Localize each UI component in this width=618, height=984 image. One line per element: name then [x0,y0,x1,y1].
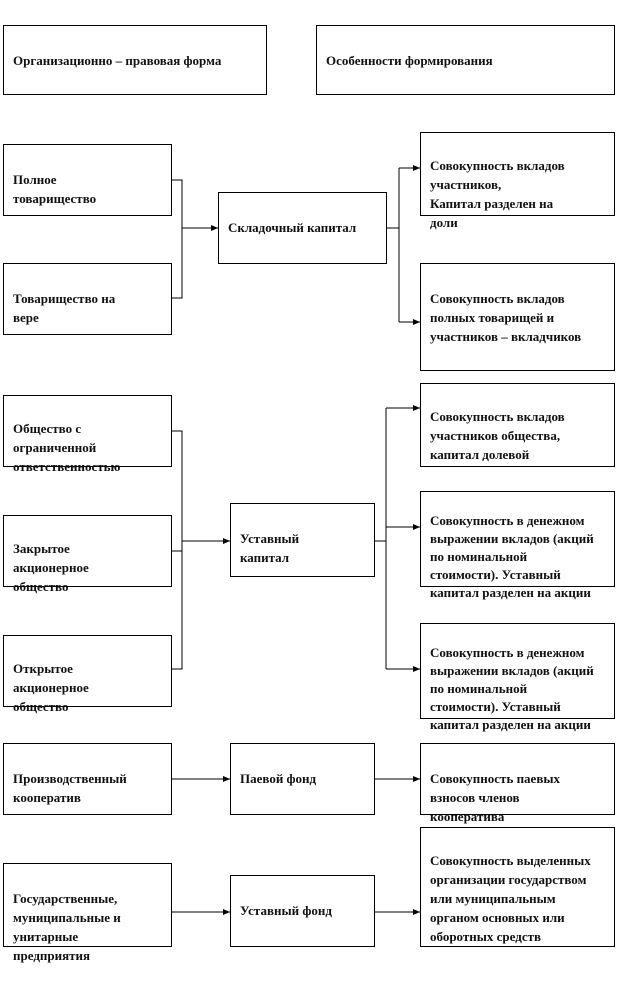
feature-cooperative [420,743,615,824]
capital-share-capital [218,192,387,264]
form-closed-jsc-label: Закрытое акционерное общество [13,541,89,594]
feature-partnership-2-label: Совокупность вкладов полных товарищей и участников – вкладчиков [430,291,582,344]
form-production-cooperative [3,743,172,815]
capital-share-fund [230,743,375,815]
capital-authorized-capital-label: Уставный капитал [240,531,300,565]
form-limited-partnership-label: Товарищество на вере [13,291,116,325]
form-unitary-enterprises [3,863,172,963]
feature-company-2 [420,491,615,600]
header-form-label: Организационно – правовая форма [13,53,222,68]
feature-partnership-2 [420,263,615,371]
feature-unitary-label: Совокупность выделенных организации государством или муниципальным органом основных или оборотных средств [430,853,591,944]
capital-share-capital-label: Складочный капитал [228,220,357,235]
connector-partnerships-forms [172,180,218,298]
form-open-jsc-label: Открытое акционерное общество [13,661,89,714]
form-production-cooperative-label: Производственный кооператив [13,771,127,805]
header-features-label: Особенности формирования [326,53,493,68]
form-open-jsc [3,635,172,714]
capital-share-fund-label: Паевой фонд [240,771,317,786]
capital-authorized-fund [230,875,375,947]
feature-partnership-1-label: Совокупность вкладов участников, Капитал разделен на доли [430,158,565,230]
form-full-partnership-label: Полное товарищество [13,172,97,206]
form-limited-partnership [3,263,172,335]
feature-cooperative-label: Совокупность паевых взносов членов кооператива [430,771,560,824]
feature-company-3 [420,623,615,732]
header-form-box [3,25,267,95]
connector-partnerships-features [387,168,420,322]
feature-company-1 [420,383,615,467]
connector-companies-features [375,408,386,669]
feature-partnership-1 [420,132,615,230]
capital-authorized-fund-label: Уставный фонд [240,903,332,918]
header-features-box [316,25,615,95]
form-unitary-enterprises-label: Государственные, муниципальные и унитарные предприятия [13,891,121,963]
feature-company-2-label: Совокупность в денежном выражении вкладов (акций по номинальной стоимости). Уставный капитал разделен на акции [430,513,594,600]
form-llc [3,395,172,474]
feature-company-1-label: Совокупность вкладов участников общества, капитал долевой [430,409,565,462]
capital-authorized-capital [230,503,375,577]
form-full-partnership [3,144,172,216]
form-closed-jsc [3,515,172,594]
form-llc-label: Общество с ограниченной ответственностью [13,421,121,474]
connector-companies-forms [172,431,182,669]
feature-unitary [420,827,615,947]
feature-company-3-label: Совокупность в денежном выражении вкладов (акций по номинальной стоимости). Уставный капитал разделен на акции [430,645,594,732]
